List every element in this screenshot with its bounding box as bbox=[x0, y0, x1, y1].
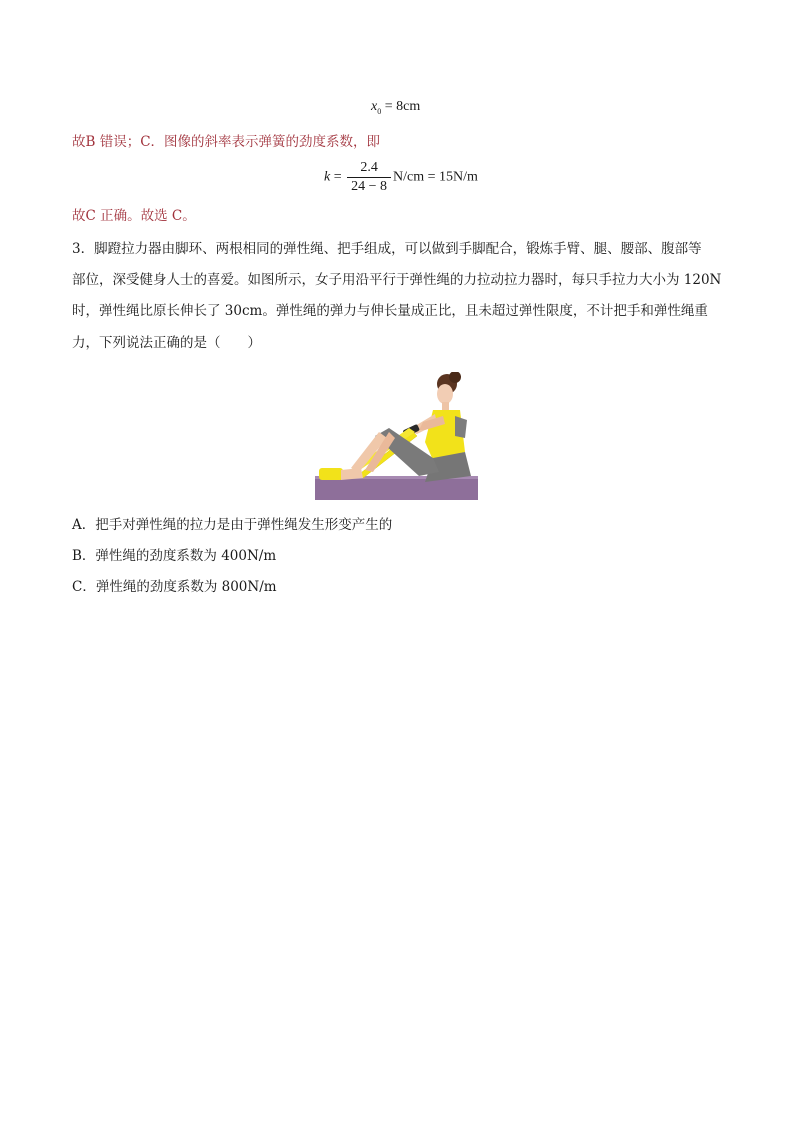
eq1-subscript: 0 bbox=[377, 106, 382, 116]
option-a: A．把手对弹性绳的拉力是由于弹性绳发生形变产生的 bbox=[72, 517, 393, 533]
eq1-rhs: = 8cm bbox=[381, 99, 421, 114]
eq2-rhs: N/cm = 15N/m bbox=[393, 169, 478, 185]
eq2-variable: k bbox=[324, 169, 331, 185]
option-c: C．弹性绳的劲度系数为 800N/m bbox=[72, 579, 277, 595]
eq2-numerator: 2.4 bbox=[347, 160, 391, 178]
solution-line-b: 故B 错误；C．图像的斜率表示弹簧的劲度系数，即 bbox=[72, 134, 381, 150]
question-line-1: 3．脚蹬拉力器由脚环、两根相同的弹性绳、把手组成，可以做到手脚配合，锻炼手臂、腿、腰部、腹部等 bbox=[72, 241, 702, 257]
equation-k bbox=[324, 160, 478, 195]
eq2-fraction bbox=[347, 160, 391, 195]
eq2-equals: = bbox=[330, 169, 346, 185]
face bbox=[437, 384, 453, 404]
question-line-4: 力，下列说法正确的是（ ） bbox=[72, 335, 261, 351]
foot bbox=[341, 468, 363, 480]
question-line-3: 时，弹性绳比原长伸长了 30cm。弹性绳的弹力与伸长量成正比，且未超过弹性限度，不计把手和弹性绳重 bbox=[72, 303, 708, 319]
woman-exercise-illustration bbox=[315, 372, 478, 500]
equation-x0 bbox=[371, 99, 420, 116]
foot-pedal bbox=[319, 468, 343, 480]
exercise-figure bbox=[315, 372, 478, 500]
solution-line-c: 故C 正确。故选 C。 bbox=[72, 208, 196, 224]
question-line-2: 部位，深受健身人士的喜爱。如图所示，女子用沿平行于弹性绳的力拉动拉力器时，每只手拉力大小为 120N bbox=[72, 272, 722, 288]
option-b: B．弹性绳的劲度系数为 400N/m bbox=[72, 548, 277, 564]
eq1-variable: x bbox=[371, 99, 378, 114]
eq2-denominator: 24 − 8 bbox=[351, 179, 388, 194]
